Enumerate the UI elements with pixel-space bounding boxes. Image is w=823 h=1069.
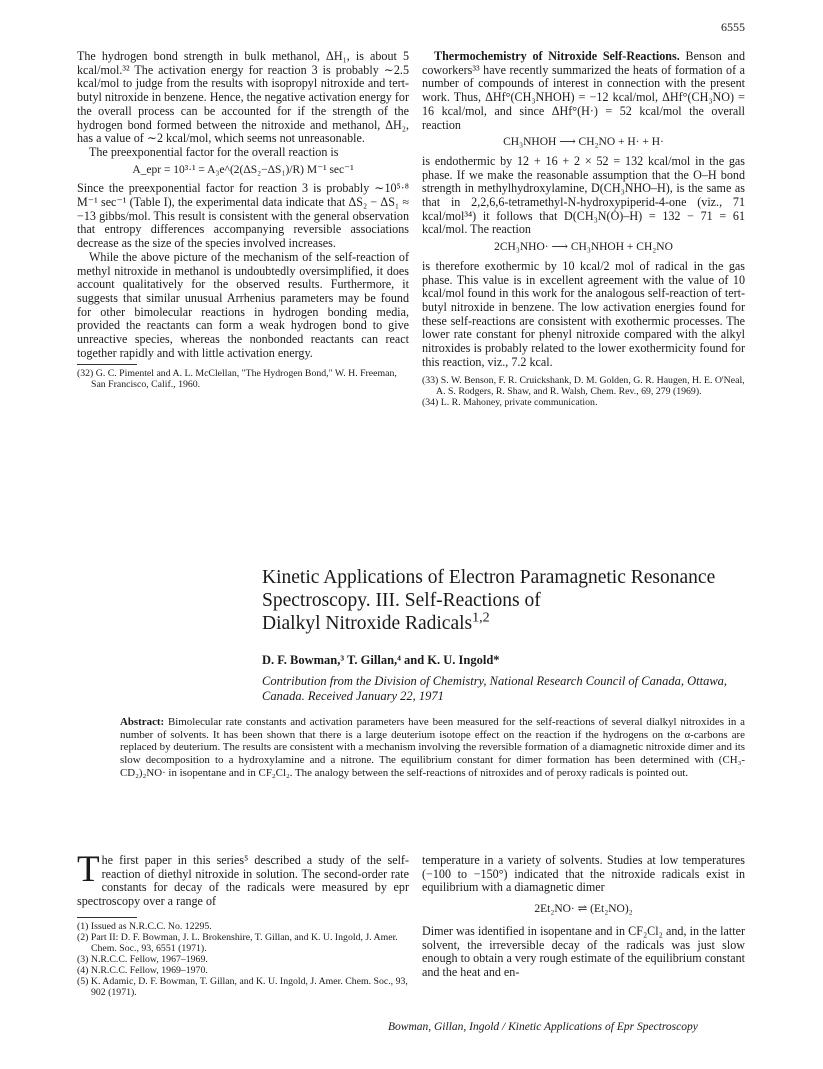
title-line: Dialkyl Nitroxide Radicals$^{1,2}$ bbox=[262, 609, 490, 634]
footnotes bbox=[77, 921, 409, 998]
running-footer: Bowman, Gillan, Ingold / Kinetic Applications of Epr Spectroscopy bbox=[388, 1021, 698, 1033]
authors: D. F. Bowman,³ T. Gillan,⁴ and K. U. Ingold* bbox=[262, 653, 500, 667]
paragraph: While the above picture of the mechanism of the self-reaction of methyl nitroxide in methanol is undoubtedly oversimplified, it does account qualitatively for the observed results. Furthermore, it suggests that similar unusual Arrhenius parameters may be found for other bimolecular reactions in hydrogen bonding media, provided the reactants can form a weak hydrogen bond to give unreactive species, whereas the nonbonded reactants can react together rapidly and with little activation energy. bbox=[77, 249, 409, 360]
footnote: (34) L. R. Mahoney, private communication. bbox=[422, 397, 598, 409]
equation: CH₃NHOH ⟶ CH₂NO + H· + H· bbox=[503, 136, 664, 149]
paragraph: temperature in a variety of solvents. Studies at low temperatures (−100 to −150°) indicated that the nitroxide radicals exist in equilibrium with a diamagnetic dimer bbox=[422, 853, 745, 895]
paragraph: is therefore exothermic by 10 kcal/2 mol of radical in the gas phase. This value is in excellent agreement with the value of 10 kcal/mol found in this work for the analogous self-reaction of tert-butyl nitroxide in benzene. The low activation energies found for these self-reactions are consistent with exothermic processes. The lower rate constant for phenyl nitroxide compared with the alkyl nitroxides is probably related to the lower exothermicity found for this reaction, viz., 7.2 kcal. bbox=[422, 258, 745, 369]
title-line: Kinetic Applications of Electron Paramagnetic Resonance bbox=[262, 567, 716, 588]
equation: 2CH₃NHO· ⟶ CH₃NHOH + CH₂NO bbox=[494, 241, 673, 254]
contribution-line: Contribution from the Division of Chemistry, National Research Council of Canada, Ottawa, Canada. Received January 22, 1971 bbox=[262, 674, 728, 703]
footnote: (2) Part II: D. F. Bowman, J. L. Brokenshire, T. Gillan, and K. U. Ingold, J. Amer. Chem. Soc., 93, 6551 (1971). bbox=[77, 931, 398, 954]
abstract bbox=[120, 716, 745, 780]
footnote: (1) Issued as N.R.C.C. No. 12295. bbox=[77, 920, 212, 932]
left-column-top bbox=[77, 50, 409, 390]
paragraph: is endothermic by 12 + 16 + 2 × 52 = 132 kcal/mol in the gas phase. If we make the reasonable assumption that the O–H bond strength in methylhydroxylamine, D(CH₃NHO–H), is the same as that in 2,2,6,6-tetramethyl-N-hydroxypiperid-4-one (viz., 71 kcal/mol³⁴) it follows that D(CH₃N(Ȯ)–H) = 132 − 71 = 61 kcal/mol. The reaction bbox=[422, 153, 745, 237]
equation: A_epr = 10³·¹ = A₃e^(2(ΔS₂−ΔS₁)/R) M⁻¹ sec⁻¹ bbox=[132, 163, 354, 176]
paragraph: Dimer was identified in isopentane and in CF₂Cl₂ and, in the latter solvent, the irreversible decay of the radicals was just slow enough to obtain a very rough estimate of the equilibrium constant and the heat and en- bbox=[422, 923, 745, 979]
footnote: (4) N.R.C.C. Fellow, 1969–1970. bbox=[77, 964, 208, 976]
section-heading: Thermochemistry of Nitroxide Self-Reactions. bbox=[434, 49, 680, 63]
page-number: 6555 bbox=[721, 20, 745, 34]
equation: 2Et₂NO· ⇌ (Et₂NO)₂ bbox=[534, 903, 633, 916]
footnote: (3) N.R.C.C. Fellow, 1967–1969. bbox=[77, 953, 208, 965]
article-title bbox=[262, 566, 762, 635]
right-column-bottom bbox=[422, 854, 745, 980]
footnote-rule bbox=[77, 917, 137, 918]
abstract-text: Bimolecular rate constants and activation parameters have been measured for the self-reactions of several dialkyl nitroxides in a number of solvents. It has been shown that there is a large deuterium isotope effect on the reaction if the hydrogens on the α-carbons are replaced by deuterium. The results are consistent with a mechanism involving the reversible formation of a diamagnetic nitroxide dimer and its slow decomposition to a hydroxylamine and a nitrone. The equilibrium constant for dimer formation has been determined with (CH₃-CD₂)₂NO· in isopentane and in CF₂Cl₂. The analogy between the self-reactions of nitroxides and of peroxy radicals is pointed out. bbox=[120, 716, 745, 779]
paragraph-text: Benson and coworkers³³ have recently summarized the heats of formation of a number of compounds of interest in connection with the present work. Thus, ΔHf°(CH₃NHOH) = −12 kcal/mol, ΔHf°(CH₃NO) = 16 kcal/mol, and since ΔHf°(H·) = 52 kcal/mol the overall reaction bbox=[422, 49, 745, 132]
title-line: Spectroscopy. III. Self-Reactions of bbox=[262, 590, 541, 611]
footnote: (32) G. C. Pimentel and A. L. McClellan, "The Hydrogen Bond," W. H. Freeman, San Francisco, Calif., 1960. bbox=[77, 368, 397, 391]
footnotes bbox=[77, 368, 409, 390]
paragraph: The hydrogen bond strength in bulk methanol, ΔH₁, is about 5 kcal/mol.³² The activation energy for reaction 3 is probably ∼2.5 kcal/mol to judge from the results with isopropyl nitroxide and tert-butyl nitroxide in benzene. Hence, the negative activation energy for the overall process can be accounted for if the strength of the hydrogen bond formed between the nitroxide and methanol, ΔH₂, has a value of ∼2 kcal/mol, which seems not unreasonable. bbox=[77, 49, 409, 146]
drop-cap: T bbox=[77, 849, 100, 890]
paragraph: Since the preexponential factor for reaction 3 is probably ∼10⁵·⁸ M⁻¹ sec⁻¹ (Table I), the experimental data indicate that ΔS₂ − ΔS₁ ≈ −13 gibbs/mol. This result is consistent with the general observation that entropy differences accompanying reversible associations decrease as the size of the species involved increases. bbox=[77, 181, 409, 251]
footnote: (33) S. W. Benson, F. R. Cruickshank, D. M. Golden, G. R. Haugen, H. E. O'Neal, A. S. Rodgers, R. Shaw, and R. Walsh, Chem. Rev., 69, 279 (1969). bbox=[422, 375, 745, 398]
intro-paragraph: The first paper in this series⁵ described a study of the self-reaction of diethyl nitroxide in solution. The second-order rate constants for decay of the radicals were measured by epr spectroscopy over a range of bbox=[77, 849, 409, 909]
paragraph: The preexponential factor for the overall reaction is bbox=[89, 144, 339, 159]
footnote: (5) K. Adamic, D. F. Bowman, T. Gillan, and K. U. Ingold, J. Amer. Chem. Soc., 93, 902 (1971). bbox=[77, 975, 408, 998]
abstract-label: Abstract: bbox=[120, 716, 165, 728]
title-superscript: 1,2 bbox=[472, 609, 490, 626]
left-column-bottom bbox=[77, 849, 409, 998]
right-column-top bbox=[422, 50, 745, 408]
footnotes bbox=[422, 375, 745, 408]
paragraph bbox=[422, 50, 745, 132]
footnote-rule bbox=[77, 364, 137, 365]
